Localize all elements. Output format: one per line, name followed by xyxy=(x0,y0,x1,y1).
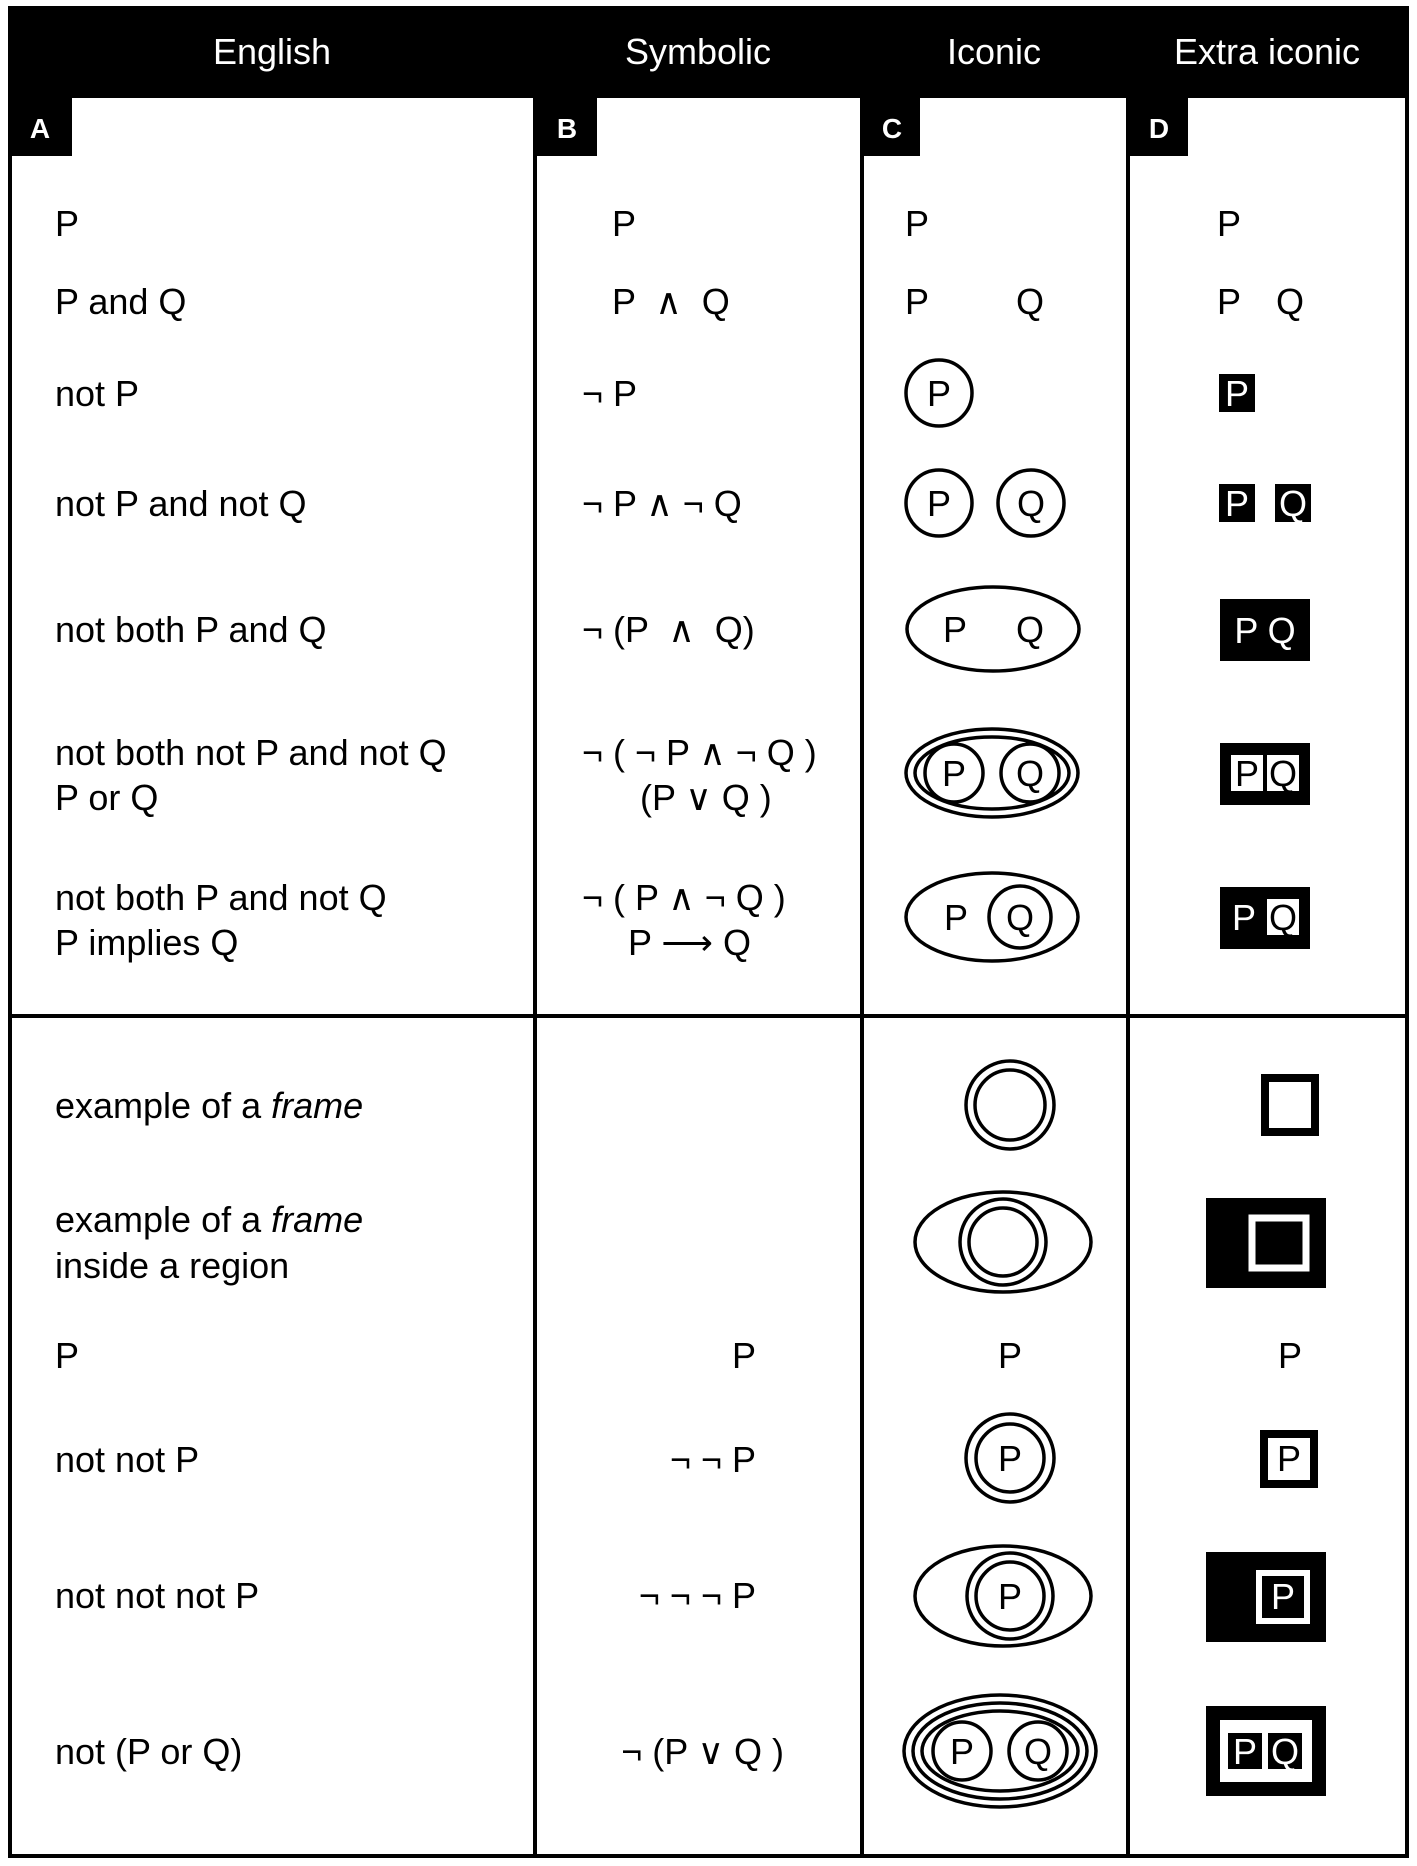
extra-row-6-p: P xyxy=(1234,753,1260,794)
panel-label-b: B xyxy=(556,113,578,144)
iconic-row-5-ellipse xyxy=(907,587,1079,671)
symbolic-not-not-p: ¬ ¬ P xyxy=(669,1439,756,1480)
english-frame-region-example-line-1: example of a frame xyxy=(55,1199,364,1240)
extra-not-not-p-label: P xyxy=(1276,1438,1302,1479)
panel-label-a: A xyxy=(29,113,51,144)
panel-label-d: D xyxy=(1148,113,1170,144)
iconic-not-not-not-p-label: P xyxy=(997,1576,1023,1617)
iconic-not-p-or-q-ellipse-2 xyxy=(913,1703,1087,1799)
iconic-frame-outer xyxy=(966,1061,1054,1149)
symbolic-row-6-line-1: ¬ ( ¬ P ∧ ¬ Q ) xyxy=(582,732,817,773)
extra-bottom-p: P xyxy=(1277,1335,1303,1376)
iconic-not-p-or-q-ellipse-3 xyxy=(922,1711,1078,1791)
symbolic-row-1: P xyxy=(612,203,637,244)
iconic-row-4-p: P xyxy=(926,483,952,524)
iconic-frame-inner xyxy=(975,1070,1045,1140)
iconic-row-1-p: P xyxy=(905,203,930,244)
iconic-row-5-p: P xyxy=(942,609,968,650)
iconic-row-7-q: Q xyxy=(1005,897,1035,938)
header-english: English xyxy=(212,31,332,72)
symbolic-row-3: ¬ P xyxy=(582,373,638,414)
symbolic-row-7-line-2: P ⟶ Q xyxy=(628,922,751,963)
english-row-5: not both P and Q xyxy=(55,609,327,650)
english-row-3: not P xyxy=(55,373,140,414)
extra-not-p-or-q-p: P xyxy=(1232,1731,1258,1772)
iconic-row-5-q: Q xyxy=(1015,609,1045,650)
iconic-row-6-ellipse-outer xyxy=(906,729,1078,817)
english-row-7-line-1: not both P and not Q xyxy=(55,877,387,918)
iconic-row-4-q: Q xyxy=(1016,483,1046,524)
extra-row-5-pq: P Q xyxy=(1234,610,1296,651)
english-row-6-line-1: not both not P and not Q xyxy=(55,732,447,773)
extra-row-3-p: P xyxy=(1224,373,1250,414)
english-bottom-p: P xyxy=(55,1335,80,1376)
iconic-row-2-q: Q xyxy=(1016,281,1045,322)
panel-label-c: C xyxy=(881,113,903,144)
extra-row-4-p: P xyxy=(1224,483,1250,524)
english-not-not-p: not not P xyxy=(55,1439,200,1480)
english-row-4: not P and not Q xyxy=(55,483,307,524)
iconic-bottom-p: P xyxy=(997,1335,1023,1376)
english-row-6-line-2: P or Q xyxy=(55,777,159,818)
symbolic-row-4: ¬ P ∧ ¬ Q xyxy=(582,483,742,524)
iconic-not-not-p-label: P xyxy=(997,1438,1023,1479)
extra-frame-square xyxy=(1265,1078,1315,1132)
extra-not-not-not-p-label: P xyxy=(1270,1576,1296,1617)
iconic-row-6-q: Q xyxy=(1015,753,1045,794)
extra-row-6-q: Q xyxy=(1268,753,1298,794)
symbolic-row-7-line-1: ¬ ( P ∧ ¬ Q ) xyxy=(582,877,786,918)
header-extra-iconic: Extra iconic xyxy=(1173,31,1361,72)
english-row-2: P and Q xyxy=(55,281,187,322)
iconic-region-frame-inner xyxy=(969,1208,1037,1276)
iconic-not-p-or-q-p: P xyxy=(949,1731,975,1772)
symbolic-not-not-not-p: ¬ ¬ ¬ P xyxy=(638,1575,756,1616)
english-not-p-or-q: not (P or Q) xyxy=(55,1731,243,1772)
english-frame-example: example of a frame xyxy=(55,1085,364,1126)
symbolic-row-2: P ∧ Q xyxy=(612,281,730,322)
extra-row-7-p: P xyxy=(1231,897,1257,938)
iconic-not-p-or-q-q: Q xyxy=(1023,1731,1053,1772)
symbolic-row-5: ¬ (P ∧ Q) xyxy=(582,609,755,650)
symbolic-bottom-p: P xyxy=(731,1335,756,1376)
extra-row-7-q: Q xyxy=(1268,897,1298,938)
extra-row-1-p: P xyxy=(1217,203,1242,244)
header-symbolic: Symbolic xyxy=(624,31,772,72)
english-row-1: P xyxy=(55,203,80,244)
iconic-row-6-p: P xyxy=(941,753,967,794)
iconic-row-7-p: P xyxy=(943,897,969,938)
iconic-row-3-p: P xyxy=(926,373,952,414)
english-frame-region-example-line-2: inside a region xyxy=(55,1245,290,1286)
extra-row-2-p: P xyxy=(1217,281,1242,322)
symbolic-not-p-or-q: ¬ (P ∨ Q ) xyxy=(621,1731,784,1772)
english-not-not-not-p: not not not P xyxy=(55,1575,260,1616)
iconic-region-frame-outer xyxy=(960,1199,1046,1285)
symbolic-row-6-line-2: (P ∨ Q ) xyxy=(640,777,772,818)
english-row-7-line-2: P implies Q xyxy=(55,922,239,963)
extra-not-p-or-q-q: Q xyxy=(1270,1731,1300,1772)
extra-row-4-q: Q xyxy=(1278,483,1308,524)
extra-row-2-q: Q xyxy=(1276,281,1305,322)
header-iconic: Iconic xyxy=(946,31,1042,72)
iconic-row-2-p: P xyxy=(905,281,930,322)
